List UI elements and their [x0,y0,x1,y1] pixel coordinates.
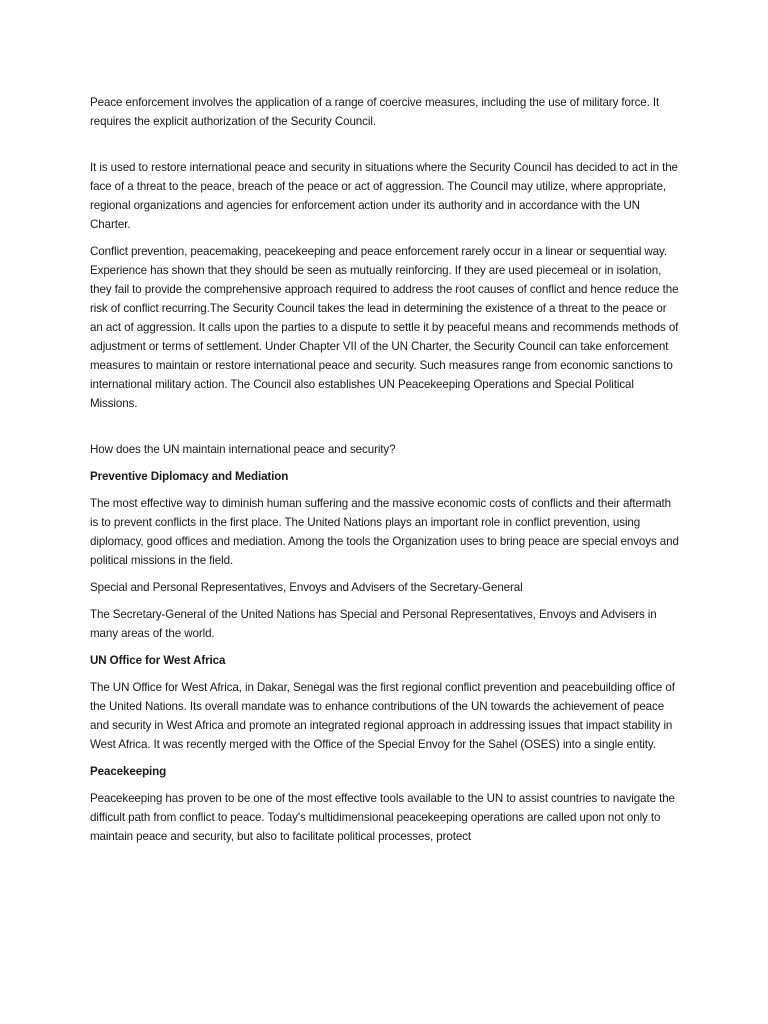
paragraph-special-representatives: The Secretary-General of the United Nations has Special and Personal Representatives, Envoys and Advisers in many areas of the world. [90,608,657,640]
heading-peacekeeping: Peacekeeping [90,765,167,778]
paragraph-west-africa: The UN Office for West Africa, in Dakar, Senegal was the first regional conflict prevention and peacebuilding office of the United Nations. Its overall mandate was to enhance contributions of the UN towards the achievement of peace and security in West Africa and promote an integrated regional approach in addressing issues that impact stability in West Africa. It was recently merged with the Office of the Special Envoy for the Sahel (OSES) into a single entity. [90,681,675,751]
document-body [90,93,682,846]
paragraph-peace-enforcement: Peace enforcement involves the application of a range of coercive measures, including the use of military force. It requires the explicit authorization of the Security Council. [90,96,660,128]
question-heading: How does the UN maintain international peace and security? [90,443,396,456]
heading-special-representatives: Special and Personal Representatives, Envoys and Advisers of the Secretary-General [90,581,523,594]
paragraph-peacekeeping: Peacekeeping has proven to be one of the most effective tools available to the UN to assist countries to navigate the difficult path from conflict to peace. Today's multidimensional peacekeeping operations are called upon not only to maintain peace and security, but also to facilitate political processes, protect [90,792,675,843]
heading-preventive-diplomacy: Preventive Diplomacy and Mediation [90,470,289,483]
paragraph-conflict-prevention: Conflict prevention, peacemaking, peacekeeping and peace enforcement rarely occur in a linear or sequential way. Experience has shown that they should be seen as mutually reinforcing. If they are used piecemeal or in isolation, they fail to provide the comprehensive approach required to address the root causes of conflict and hence reduce the risk of conflict recurring.The Security Council takes the lead in determining the existence of a threat to the peace or an act of aggression. It calls upon the parties to a dispute to settle it by peaceful means and recommends methods of adjustment or terms of settlement. Under Chapter VII of the UN Charter, the Security Council can take enforcement measures to maintain or restore international peace and security. Such measures range from economic sanctions to international military action. The Council also establishes UN Peacekeeping Operations and Special Political Missions. [90,245,679,410]
paragraph-preventive-diplomacy: The most effective way to diminish human suffering and the massive economic costs of conflicts and their aftermath is to prevent conflicts in the first place. The United Nations plays an important role in conflict prevention, using diplomacy, good offices and mediation. Among the tools the Organization uses to bring peace are special envoys and political missions in the field. [90,497,679,567]
heading-west-africa: UN Office for West Africa [90,654,226,667]
paragraph-restore-peace: It is used to restore international peace and security in situations where the Security Council has decided to act in the face of a threat to the peace, breach of the peace or act of aggression. The Council may utilize, where appropriate, regional organizations and agencies for enforcement action under its authority and in accordance with the UN Charter. [90,161,678,231]
